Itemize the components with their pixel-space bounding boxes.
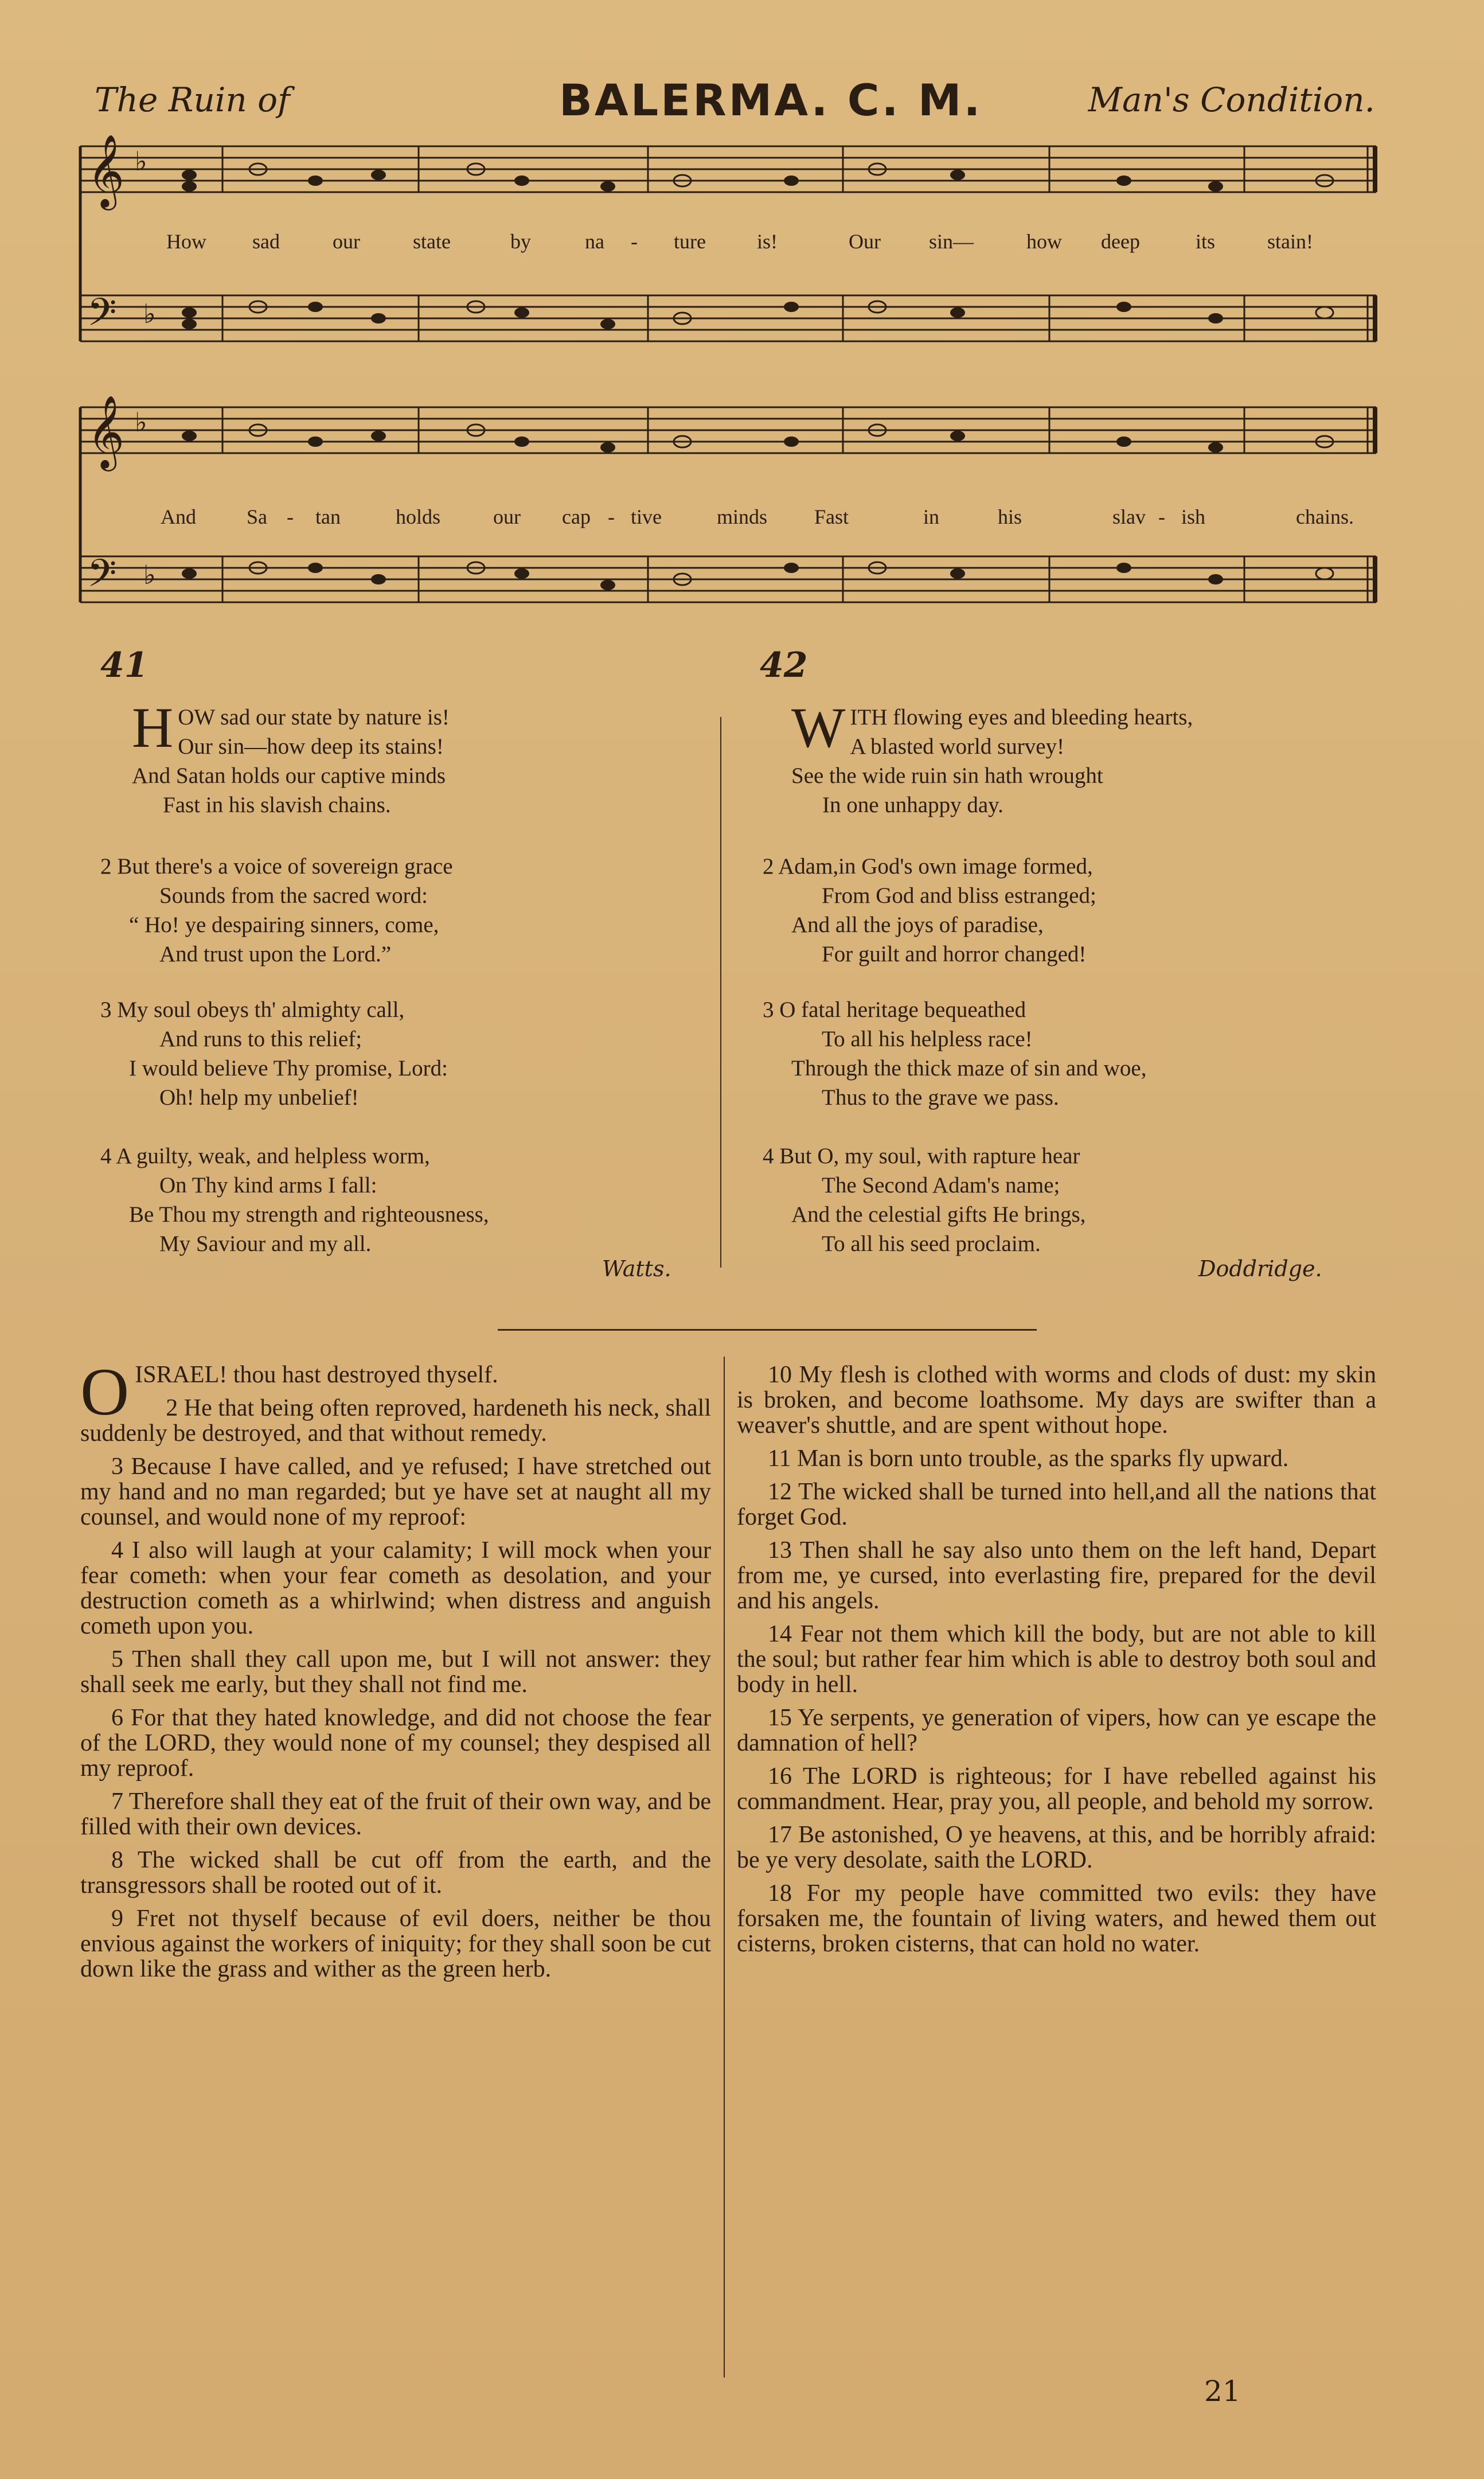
svg-text:♭: ♭ — [143, 298, 156, 329]
hymn-41-verse-4 — [100, 1141, 708, 1258]
lyric: stain! — [1267, 230, 1313, 253]
verse-line: The Second Adam's name; — [822, 1173, 1060, 1198]
reading-verse-15: 15 Ye serpents, ye generation of vipers, how can ye escape the damnation of hell? — [737, 1705, 1376, 1756]
verse-line: Through the thick maze of sin and woe, — [791, 1056, 1147, 1081]
lyric: by — [510, 230, 531, 253]
reading-verse-13: 13 Then shall he say also unto them on the left hand, Depart from me, ye cursed, into everlasting fire, prepared for the devil and his angels. — [737, 1537, 1376, 1614]
verse-line: 3 My soul obeys th' almighty call, — [100, 997, 405, 1022]
reading-verse-4: 4 I also will laugh at your calamity; I will mock when your fear cometh: when your fear cometh as desolation, and your destruction cometh as a whirlwind; when distress and anguish cometh upon you. — [80, 1537, 711, 1639]
verse-line: To all his helpless race! — [822, 1027, 1033, 1051]
hymn-42-verse-2 — [763, 852, 1393, 969]
verse-line: And trust upon the Lord.” — [159, 942, 392, 966]
lyric: how — [1026, 230, 1062, 253]
svg-text:𝄞: 𝄞 — [87, 396, 125, 468]
lyric: sin— — [929, 230, 974, 253]
verse-line: And the celestial gifts He brings, — [791, 1202, 1086, 1227]
lyric: na — [585, 230, 604, 253]
lyric: our — [493, 505, 521, 528]
svg-text:𝄞: 𝄞 — [87, 135, 125, 207]
verse-line: 3 O fatal heritage bequeathed — [763, 997, 1026, 1022]
lyrics-row-2 — [86, 505, 1370, 533]
drop-cap: H — [132, 696, 174, 759]
lyric: - — [631, 230, 638, 253]
lyric: is! — [757, 230, 778, 253]
lyric: - — [287, 505, 294, 528]
verse-line: And runs to this relief; — [159, 1027, 362, 1051]
lyric: Our — [849, 230, 881, 253]
verse-line: For guilt and horror changed! — [822, 942, 1087, 966]
verse-line: I would believe Thy promise, Lord: — [129, 1056, 448, 1081]
verse-line: See the wide ruin sin hath wrought — [791, 763, 1103, 788]
header-left: The Ruin of — [95, 80, 290, 119]
verse-line: Fast in his slavish chains. — [163, 793, 391, 817]
lyric: - — [608, 505, 615, 528]
column-divider — [720, 717, 721, 1268]
reading-verse-16: 16 The LORD is righteous; for I have rebelled against his commandment. Hear, pray you, all people, and behold my sorrow. — [737, 1763, 1376, 1815]
reading-verse-10: 10 My flesh is clothed with worms and clods of dust: my skin is broken, and become loathsome. My days are swifter than a weaver's shuttle, and are spent without hope. — [737, 1362, 1376, 1439]
lyric: cap — [562, 505, 591, 528]
verse-line: Oh! help my unbelief! — [159, 1085, 359, 1110]
reading-verse-7: 7 Therefore shall they eat of the fruit of their own way, and be filled with their own devices. — [80, 1788, 711, 1840]
hymn-42-verse-1 — [791, 696, 1411, 820]
lyric: minds — [717, 505, 768, 528]
lyric: chains. — [1296, 505, 1354, 528]
reading-left-column — [80, 1354, 711, 1990]
first-line: OW sad our state by nature is! — [178, 705, 450, 730]
svg-text:𝄢: 𝄢 — [87, 551, 117, 605]
header-title: BALERMA. C. M. — [559, 75, 983, 126]
page-number: 21 — [1204, 2375, 1241, 2408]
reading-verse-2: 2 He that being often reproved, hardeneth his neck, shall suddenly be destroyed, and that without remedy. — [80, 1395, 711, 1447]
drop-cap: W — [791, 696, 846, 759]
verse-line: My Saviour and my all. — [159, 1231, 372, 1256]
lyric: tive — [631, 505, 662, 528]
section-rule — [498, 1329, 1037, 1331]
reading-verse-9: 9 Fret not thyself because of evil doers, neither be thou envious against the workers of iniquity; for they shall soon be cut down like the grass and wither as the green herb. — [80, 1905, 711, 1982]
lyric: state — [413, 230, 451, 253]
hymn-41-verse-1 — [132, 696, 705, 820]
reading-verse-3: 3 Because I have called, and ye refused; I have stretched out my hand and no man regarded; but ye have set at naught all my counsel, and would none of my reproof: — [80, 1453, 711, 1530]
verse-text: ISRAEL! thou hast destroyed thyself. — [135, 1362, 498, 1388]
lyric: Fast — [814, 505, 849, 528]
reading-verse-11: 11 Man is born unto trouble, as the sparks fly upward. — [768, 1445, 1289, 1472]
verse-line: To all his seed proclaim. — [822, 1231, 1041, 1256]
verse-line: 4 But O, my soul, with rapture hear — [763, 1144, 1080, 1168]
svg-text:♭: ♭ — [135, 407, 147, 438]
verse-line: Be Thou my strength and righteousness, — [129, 1202, 489, 1227]
author-doddridge: Doddridge. — [1198, 1256, 1322, 1281]
lyric: And — [161, 505, 196, 528]
verse-line: 2 But there's a voice of sovereign grace — [100, 854, 453, 879]
svg-text:♭: ♭ — [135, 146, 147, 177]
svg-text:𝄢: 𝄢 — [87, 290, 117, 344]
lyric: How — [166, 230, 206, 253]
reading-verse-18: 18 For my people have committed two evils: they have forsaken me, the fountain of living waters, and hewed them out cisterns, broken cisterns, that can hold no water. — [737, 1880, 1376, 1957]
reading-right-column — [737, 1362, 1376, 1965]
lyric: ish — [1181, 505, 1206, 528]
reading-verse-8: 8 The wicked shall be cut off from the earth, and the transgressors shall be rooted out of it. — [80, 1847, 711, 1899]
lyrics-row-1 — [86, 229, 1370, 258]
author-watts: Watts. — [602, 1256, 671, 1281]
drop-cap: O — [80, 1354, 130, 1429]
verse-line: And Satan holds our captive minds — [132, 763, 446, 788]
lyric: its — [1196, 230, 1216, 253]
lyric: - — [1158, 505, 1165, 528]
lyric: our — [333, 230, 360, 253]
lyric: sad — [252, 230, 280, 253]
lyric: tan — [315, 505, 341, 528]
reading-verse-17: 17 Be astonished, O ye heavens, at this, and be horribly afraid: be ye very desolate, saith the LORD. — [737, 1822, 1376, 1873]
lyric: ture — [674, 230, 706, 253]
lyric: in — [923, 505, 940, 528]
reading-verse-14: 14 Fear not them which kill the body, but are not able to kill the soul; but rather fear him which is able to destroy both soul and body in hell. — [737, 1621, 1376, 1698]
lyric: holds — [396, 505, 441, 528]
verse-line: Thus to the grave we pass. — [822, 1085, 1059, 1110]
first-line: ITH flowing eyes and bleeding hearts, — [850, 705, 1193, 730]
hymn-number-41: 41 — [100, 645, 149, 685]
hymn-41-verse-2 — [100, 852, 708, 969]
svg-text:♭: ♭ — [143, 559, 156, 590]
verse-line: Our sin—how deep its stains! — [178, 734, 444, 759]
reading-verse-5: 5 Then shall they call upon me, but I will not answer: they shall seek me early, but they shall not find me. — [80, 1646, 711, 1698]
page-header — [0, 75, 1484, 126]
hymn-42-verse-4 — [763, 1141, 1393, 1258]
verse-line: “ Ho! ye despairing sinners, come, — [129, 913, 439, 937]
header-right: Man's Condition. — [1088, 80, 1375, 119]
column-divider-2 — [724, 1357, 725, 2377]
lyric: Sa — [247, 505, 267, 528]
hymn-number-42: 42 — [760, 645, 808, 685]
verse-line: From God and bliss estranged; — [822, 883, 1096, 908]
verse-line: In one unhappy day. — [822, 793, 1003, 817]
lyric: slav — [1112, 505, 1146, 528]
lyric: deep — [1101, 230, 1140, 253]
verse-line: 4 A guilty, weak, and helpless worm, — [100, 1144, 430, 1168]
verse-line: A blasted world survey! — [850, 734, 1065, 759]
verse-line: 2 Adam,in God's own image formed, — [763, 854, 1093, 879]
verse-line: And all the joys of paradise, — [791, 913, 1044, 937]
hymn-42-verse-3 — [763, 995, 1393, 1112]
verse-line: Sounds from the sacred word: — [159, 883, 428, 908]
lyric: his — [998, 505, 1022, 528]
reading-verse-12: 12 The wicked shall be turned into hell,and all the nations that forget God. — [737, 1479, 1376, 1530]
hymn-41-verse-3 — [100, 995, 708, 1112]
reading-verse-6: 6 For that they hated knowledge, and did not choose the fear of the LORD, they would none of my counsel; they despised all my reproof. — [80, 1705, 711, 1782]
verse-line: On Thy kind arms I fall: — [159, 1173, 377, 1198]
